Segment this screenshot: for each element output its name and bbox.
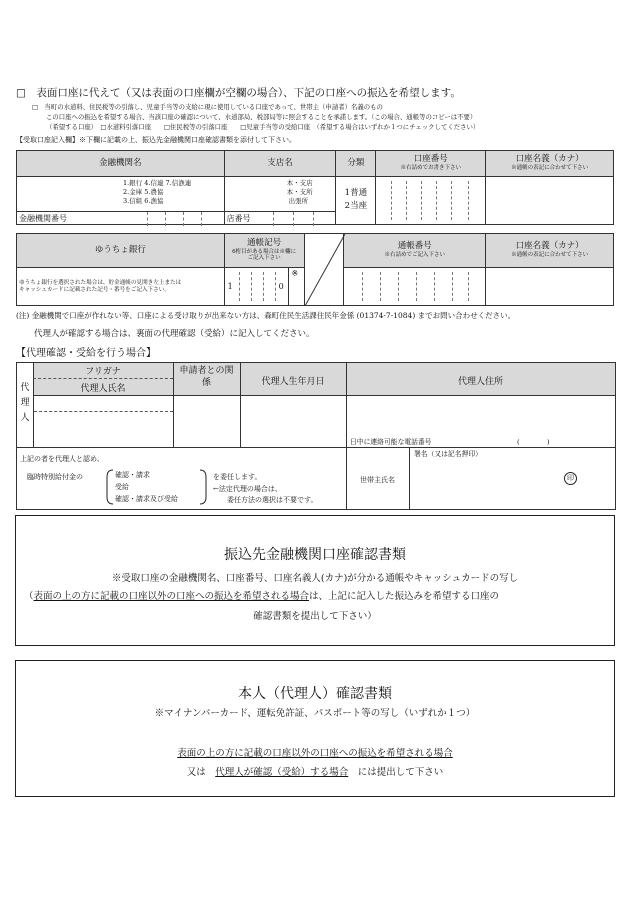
account-type-current[interactable]: 2当座: [344, 201, 368, 211]
consent-text: この口座への振込を希望する場合、当該口座の確認について、水道部局、税部局等に照会することを承諾します。（この場合、通帳等のコピーは不要）: [46, 113, 477, 121]
bank-code-digit-3[interactable]: [183, 212, 202, 226]
branch-type-options-3: 出張所: [288, 197, 309, 205]
passbook-number-cell[interactable]: [344, 268, 486, 306]
account-document-line-3: 確認書類を提出して下さい）: [253, 611, 377, 622]
address-input[interactable]: [347, 396, 615, 436]
account-document-box: [15, 515, 615, 646]
yucho-holder-note: ※通帳の表記に合わせて下さい: [511, 252, 589, 259]
diagonal-slash: [305, 234, 345, 306]
branch-code-digit-1[interactable]: [273, 212, 294, 226]
proxy-table: [16, 362, 616, 510]
account-document-line-2-underlined: 表面の上の方に記載の口座以外の口座への振込を希望される場合: [33, 591, 310, 602]
sixth-digit-cell[interactable]: [288, 268, 304, 306]
branch-type-options-2: 本・支所: [286, 188, 313, 196]
yucho-holder-label: 口座名義（カナ）: [515, 241, 584, 252]
address-header: 代理人住所: [457, 377, 503, 387]
identity-document-box: [15, 660, 615, 797]
option-receive[interactable]: 受給: [115, 483, 129, 491]
transfer-request-check[interactable]: □ 表面口座に代えて（又は表面の口座欄が空欄の場合）、下記の口座への振込を希望します。: [16, 87, 461, 99]
bank-type-options-1: 1.銀行 4.信連 7.信漁連: [123, 179, 192, 187]
bank-code-row[interactable]: [17, 211, 224, 226]
phone-input[interactable]: ( ): [517, 438, 550, 446]
passbook-number-note: ※右詰めでご記入下さい: [384, 252, 446, 259]
proxy-side-label: 代理人: [17, 363, 34, 447]
signature-label: 署名（又は記名押印）: [414, 450, 482, 458]
branch-code-row[interactable]: [225, 211, 336, 226]
account-number-cell[interactable]: [376, 177, 486, 225]
bank-code-digit-4[interactable]: [201, 212, 225, 226]
branch-name-cell[interactable]: [224, 177, 336, 225]
relationship-header: 申請者との関係: [179, 366, 234, 388]
phone-label: 日中に連絡可能な電話番号: [350, 438, 432, 446]
branch-name-header: 支店名: [224, 151, 336, 177]
proxy-name-input[interactable]: [34, 412, 173, 447]
furigana-input[interactable]: [34, 396, 173, 412]
account-holder-header-note: ※通帳の表記に合わせて下さい: [511, 165, 589, 172]
benefit-prefix: 臨時特別給付金の: [27, 473, 83, 481]
delegate-suffix: を委任します。: [213, 473, 262, 481]
branch-type-options-1: 本・支店: [286, 179, 313, 187]
relationship-input[interactable]: [174, 396, 240, 447]
symbol-digit-1: 1: [227, 282, 233, 291]
branch-code-digit-2[interactable]: [293, 212, 314, 226]
account-choice-line[interactable]: （希望する口座） □水道料引落口座 □住民税等の引落口座 □児童手当等の受給口座 （希望する場合はいずれか１つにチェックしてください）: [46, 123, 480, 131]
furigana-header: フリガナ: [85, 367, 121, 377]
yucho-instruction-1: ゆうちょ銀行を選択された場合は、貯金通帳の見開き左上または: [19, 280, 182, 287]
proxy-section-title: 【代理確認・受給を行う場合】: [16, 348, 156, 359]
existing-account-check[interactable]: □ 当町の水道料、住民税等の引落し、児童手当等の支給に現に使用している口座であって、世帯主（申請者）名義のもの: [32, 103, 383, 111]
identity-line-3-pre: 又は: [186, 767, 206, 778]
proxy-name-header: 代理人氏名: [80, 384, 126, 394]
proxy-note: 代理人が確認する場合は、裏面の代理確認（受給）に記入してください。: [34, 329, 315, 339]
branch-code-label: 店番号: [226, 214, 251, 223]
bank-name-header: 金融機関名: [17, 151, 225, 177]
legal-note-1: ←法定代理の場合は、: [213, 485, 282, 493]
paren-open: （: [24, 591, 34, 602]
seal-icon: 印: [564, 472, 577, 485]
branch-code-digit-3[interactable]: [313, 212, 338, 226]
account-type-ordinary[interactable]: 1普通: [344, 188, 368, 199]
delegation-intro: 上記の者を代理人と認め、: [20, 455, 104, 463]
yucho-instruction-cell: [17, 268, 225, 306]
bank-code-label: 金融機関番号: [19, 214, 67, 223]
sixth-digit-mark: ※: [291, 269, 299, 278]
account-document-line-2: [24, 588, 614, 602]
yucho-bank-header: ゆうちょ銀行: [17, 234, 225, 268]
bank-account-table: [16, 150, 614, 225]
option-both[interactable]: 確認・請求及び受給: [115, 495, 178, 503]
account-number-header: [376, 151, 486, 177]
passbook-number-label: 通帳番号: [397, 241, 432, 252]
option-confirm-claim[interactable]: 確認・請求: [115, 471, 150, 479]
passbook-symbol-note-2: ご記入下さい: [247, 255, 281, 262]
account-type-header: 分類: [336, 151, 376, 177]
identity-document-line-1: ※マイナンバーカード、運転免許証、パスポート等の写し（いずれか１つ）: [154, 708, 476, 719]
options-left-bracket: [106, 469, 114, 505]
yucho-holder-header: [486, 234, 614, 268]
account-number-header-label: 口座番号: [413, 154, 448, 165]
household-head-label: 世帯主氏名: [360, 476, 395, 484]
account-document-title: 振込先金融機関口座確認書類: [224, 547, 406, 563]
account-number-digit-separators: [376, 177, 485, 224]
identity-document-title: 本人（代理人）確認書類: [238, 686, 392, 702]
contact-note: (注) 金融機関で口座が作れない等、口座による受け取りが出来ない方は、森町住民生活課住民年金係 (01374-7-1084) までお問い合わせください。: [16, 311, 516, 320]
passbook-symbol-note-1: 6桁目がある場合は※欄に: [232, 248, 297, 255]
bank-name-cell[interactable]: [17, 177, 225, 225]
identity-line-3-post: には提出して下さい: [357, 767, 444, 778]
yucho-instruction-2: キャッシュカードに記載された記号・番号をご記入下さい。: [19, 286, 170, 293]
account-holder-cell[interactable]: [486, 177, 614, 225]
symbol-digit-0: 0: [278, 282, 284, 291]
birthdate-input[interactable]: [241, 396, 346, 447]
receive-account-note: 【受取口座記入欄】※下欄に記載の上、振込先金融機関口座確認書類を添付して下さい。: [16, 136, 296, 144]
passbook-symbol-header: [224, 234, 304, 268]
bank-type-options-2: 2.金庫 5.農協: [123, 188, 164, 196]
passbook-number-header: [344, 234, 486, 268]
account-holder-header-label: 口座名義（カナ）: [515, 154, 584, 165]
account-holder-header: [486, 151, 614, 177]
bank-code-digit-2[interactable]: [165, 212, 184, 226]
passbook-symbol-cell[interactable]: [224, 268, 288, 306]
identity-line-3-underlined: 代理人が確認（受給）する場合: [215, 767, 349, 778]
identity-document-line-3: [16, 764, 614, 778]
account-type-cell[interactable]: [336, 177, 376, 225]
bank-type-options-3: 3.信組 6.漁協: [123, 197, 164, 205]
bank-code-digit-1[interactable]: [147, 212, 166, 226]
yucho-holder-cell[interactable]: [486, 268, 614, 306]
options-right-bracket: [199, 469, 207, 505]
identity-document-line-2: 表面の上の方に記載の口座以外の口座への振込を希望される場合: [177, 748, 453, 759]
account-document-line-2-rest: は、上記に記入した振込みを希望する口座の: [309, 591, 500, 602]
legal-note-2: 委任方法の選択は不要です。: [227, 496, 318, 504]
passbook-symbol-label: 通帳記号: [247, 238, 282, 249]
signature-input[interactable]: [413, 461, 563, 505]
yucho-slash-cell: [304, 234, 344, 306]
account-number-header-note: ※右詰めでお書き下さい: [400, 165, 462, 172]
yucho-account-table: [16, 233, 614, 306]
account-document-line-1: ※受取口座の金融機関名、口座番号、口座名義人(カナ)が分かる通帳やキャッシュカードの写し: [111, 573, 519, 584]
birthdate-header: 代理人生年月日: [261, 377, 325, 387]
